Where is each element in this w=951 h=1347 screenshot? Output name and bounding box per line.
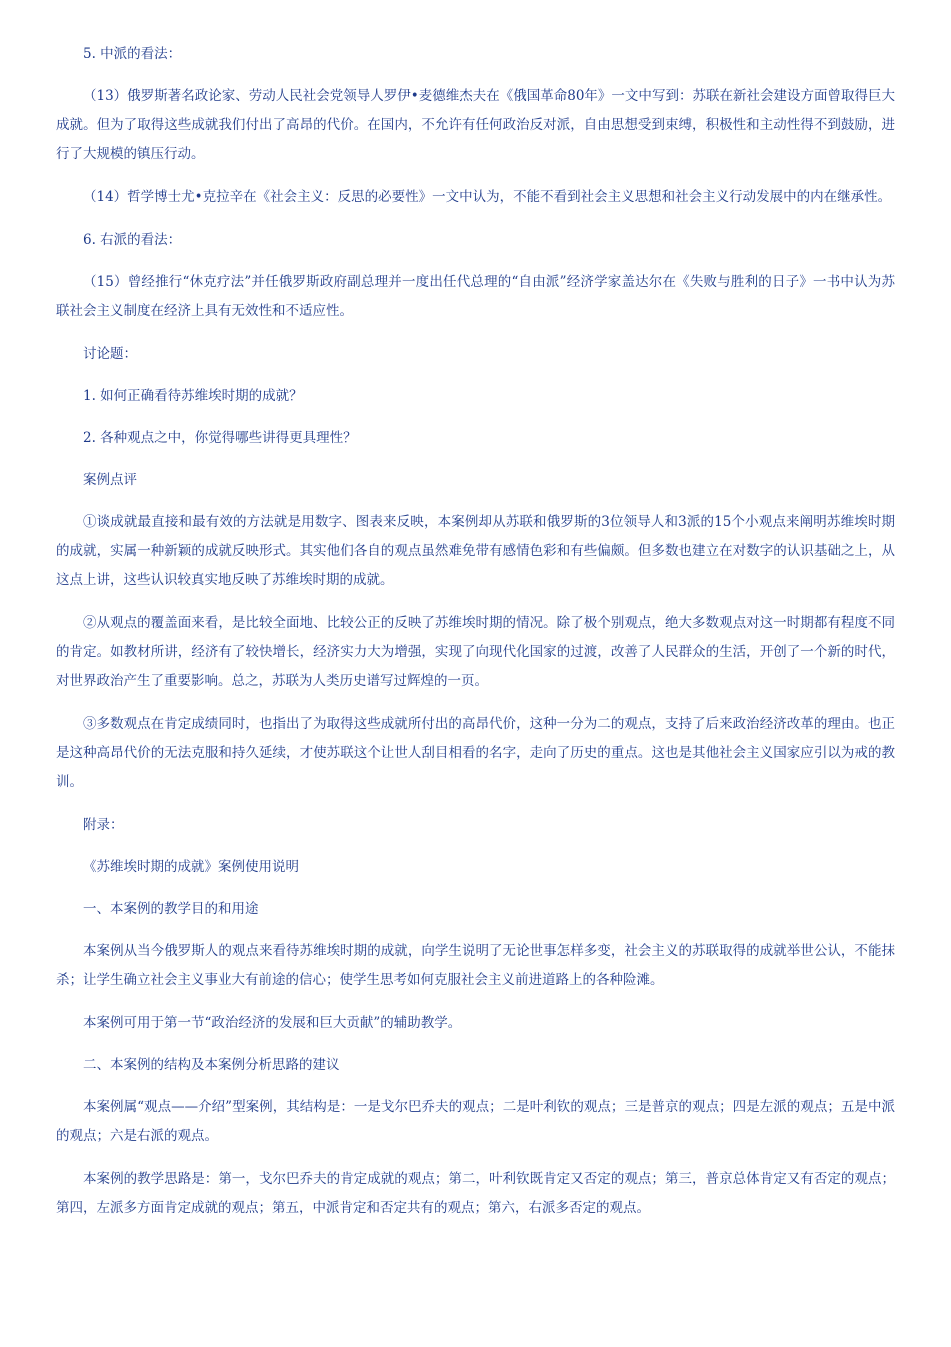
usage-guide-title: 《苏维埃时期的成就》案例使用说明 — [83, 859, 299, 875]
discussion-heading: 讨论题： — [83, 346, 137, 362]
appendix-heading: 附录： — [83, 817, 124, 833]
section-heading-right-views: 6. 右派的看法： — [83, 232, 182, 248]
case-review-point-1: ①谈成就最直接和最有效的方法就是用数字、图表来反映，本案例却从苏联和俄罗斯的3位领导人和3派的15个小观点来阐明苏维埃时期的成就，实属一种新颖的成就反映形式。其实他们各自的观点虽然难免带有感情色彩和有些偏颇。但多数也建立在对数字的认识基础之上，从这点上讲，这些认识较真实地反映了苏维埃时期的成就。 — [56, 514, 895, 588]
teaching-usage-text: 本案例可用于第一节“政治经济的发展和巨大贡献”的辅助教学。 — [83, 1015, 462, 1031]
teaching-purpose-text: 本案例从当今俄罗斯人的观点来看待苏维埃时期的成就，向学生说明了无论世事怎样多变，社会主义的苏联取得的成就举世公认，不能抹杀；让学生确立社会主义事业大有前途的信心；使学生思考如何克服社会主义前进道路上的各种险滩。 — [56, 943, 895, 988]
case-review-point-2: ②从观点的覆盖面来看，是比较全面地、比较公正的反映了苏维埃时期的情况。除了极个别观点，绝大多数观点对这一时期都有程度不同的肯定。如教材所讲，经济有了较快增长，经济实力大为增强，实现了向现代化国家的过渡，改善了人民群众的生活，开创了一个新的时代，对世界政治产生了重要影响。总之，苏联为人类历史谱写过辉煌的一页。 — [56, 615, 895, 689]
structure-heading: 二、本案例的结构及本案例分析思路的建议 — [83, 1057, 340, 1073]
viewpoint-13: （13）俄罗斯著名政论家、劳动人民社会党领导人罗伊•麦德维杰夫在《俄国革命80年》一文中写到：苏联在新社会建设方面曾取得巨大成就。但为了取得这些成就我们付出了高昂的代价。在国内，不允许有任何政治反对派，自由思想受到束缚，积极性和主动性得不到鼓励，进行了大规模的镇压行动。 — [56, 88, 895, 162]
discussion-question-2: 2. 各种观点之中，你觉得哪些讲得更具理性？ — [83, 430, 357, 446]
section-heading-centrist-views: 5. 中派的看法： — [83, 46, 182, 62]
case-review-point-3: ③多数观点在肯定成绩同时，也指出了为取得这些成就所付出的高昂代价，这种一分为二的观点，支持了后来政治经济改革的理由。也正是这种高昂代价的无法克服和持久延续，才使苏联这个让世人刮目相看的名字，走向了历史的重点。这也是其他社会主义国家应引以为戒的教训。 — [56, 716, 895, 790]
viewpoint-15: （15）曾经推行“休克疗法”并任俄罗斯政府副总理并一度出任代总理的“自由派”经济学家盖达尔在《失败与胜利的日子》一书中认为苏联社会主义制度在经济上具有无效性和不适应性。 — [56, 274, 895, 319]
discussion-question-1: 1. 如何正确看待苏维埃时期的成就？ — [83, 388, 303, 404]
case-review-heading: 案例点评 — [83, 472, 137, 488]
viewpoint-14: （14）哲学博士尤•克拉辛在《社会主义：反思的必要性》一文中认为，不能不看到社会主义思想和社会主义行动发展中的内在继承性。 — [83, 189, 892, 205]
teaching-purpose-heading: 一、本案例的教学目的和用途 — [83, 901, 259, 917]
structure-text: 本案例属“观点——介绍”型案例，其结构是：一是戈尔巴乔夫的观点；二是叶利钦的观点；三是普京的观点；四是左派的观点；五是中派的观点；六是右派的观点。 — [56, 1099, 895, 1144]
teaching-approach-text: 本案例的教学思路是：第一，戈尔巴乔夫的肯定成就的观点；第二，叶利钦既肯定又否定的观点；第三，普京总体肯定又有否定的观点；第四，左派多方面肯定成就的观点；第五，中派肯定和否定共有的观点；第六，右派多否定的观点。 — [56, 1171, 895, 1216]
